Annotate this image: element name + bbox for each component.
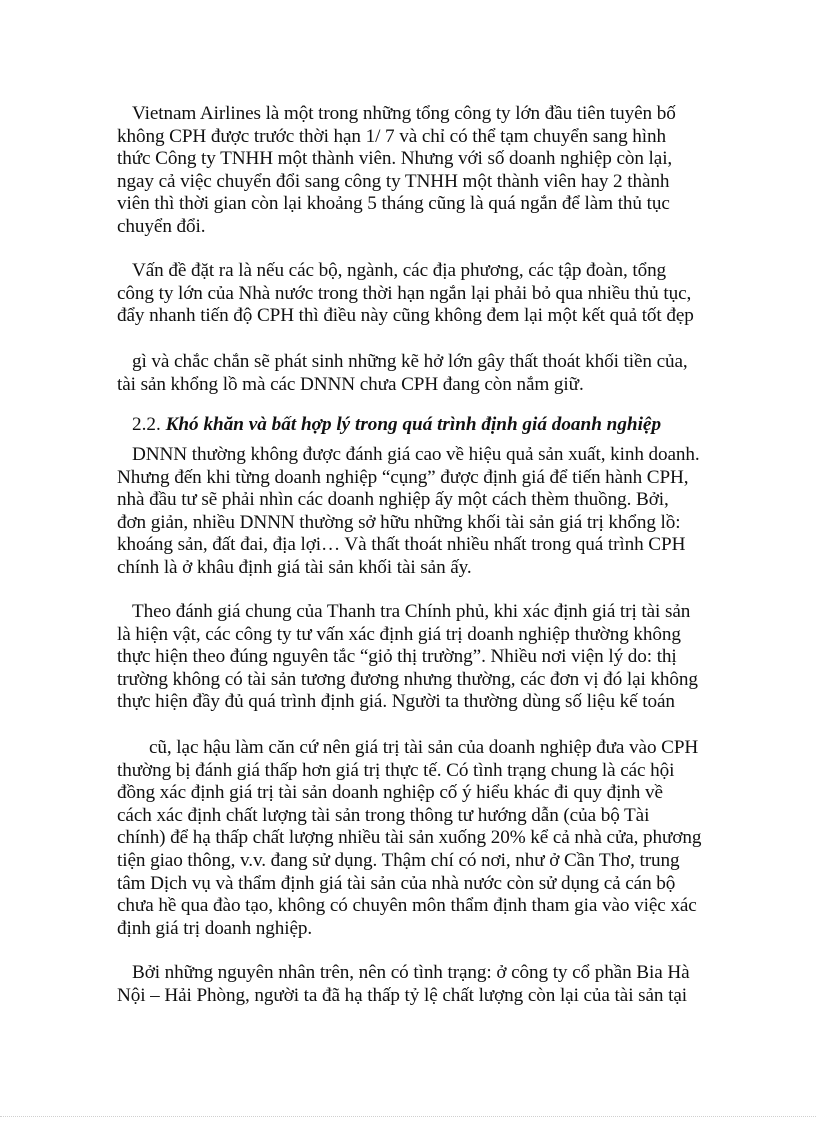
text-line: ngay cả việc chuyển đổi sang công ty TNHH một thành viên hay 2 thành [117,170,670,192]
text-line: chưa hề qua đào tạo, không có chuyên môn thẩm định tham gia vào việc xác [117,895,697,917]
text-line: chuyển đổi. [117,215,206,237]
text-line: là hiện vật, các công ty tư vấn xác định giá trị doanh nghiệp thường không [117,623,681,645]
text-line: chính là ở khâu định giá tài sản khối tài sản ấy. [117,556,472,578]
text-line: trường không có tài sản tương đương nhưng thường, các đơn vị đó lại không [117,668,698,690]
text-line: Nội – Hải Phòng, người ta đã hạ thấp tỷ lệ chất lượng còn lại của tài sản tại [117,984,687,1006]
text-line: Vietnam Airlines là một trong những tổng công ty lớn đầu tiên tuyên bố [132,103,676,124]
section-title: Khó khăn và bất hợp lý trong quá trình định giá doanh nghiệp [165,414,662,435]
paragraph-7 [117,962,690,1007]
text-line: thực hiện đầy đủ quá trình định giá. Người ta thường dùng số liệu kế toán [117,691,675,713]
text-line: cách xác định chất lượng tài sản trong thông tư hướng dẫn (của bộ Tài [117,804,650,826]
text-line: công ty lớn của Nhà nước trong thời hạn ngắn lại phải bỏ qua nhiều thủ tục, [117,282,692,304]
text-line: đẩy nhanh tiến độ CPH thì điều này cũng không đem lại một kết quả tốt đẹp [117,305,694,327]
page-bottom-divider [0,1116,816,1117]
text-line: viên thì thời gian còn lại khoảng 5 tháng cũng là quá ngắn để làm thủ tục [117,193,670,215]
text-line: tâm Dịch vụ và thẩm định giá tài sản của nhà nước còn sử dụng cả cán bộ [117,872,676,894]
text-line: thực hiện theo đúng nguyên tắc “giỏ thị trường”. Nhiều nơi viện lý do: thị [117,646,677,668]
paragraph-5 [117,601,698,714]
paragraph-2 [117,260,694,328]
text-line: thức Công ty TNHH một thành viên. Nhưng với số doanh nghiệp còn lại, [117,148,673,170]
text-line: khoáng sản, đất đai, địa lợi… Và thất thoát nhiều nhất trong quá trình CPH [117,534,686,556]
text-line: cũ, lạc hậu làm căn cứ nên giá trị tài sản của doanh nghiệp đưa vào CPH [149,737,699,758]
text-line: Vấn đề đặt ra là nếu các bộ, ngành, các địa phương, các tập đoàn, tổng [132,260,667,281]
paragraph-4 [117,444,700,580]
text-line: đơn giản, nhiều DNNN thường sở hữu những khối tài sản giá trị khổng lồ: [117,511,681,533]
text-line: không CPH được trước thời hạn 1/ 7 và chỉ có thể tạm chuyển sang hình [117,125,666,147]
text-line: DNNN thường không được đánh giá cao về hiệu quả sản xuất, kinh doanh. [132,444,700,465]
text-line: đồng xác định giá trị tài sản doanh nghiệp cố ý hiểu khác đi quy định về [117,782,663,804]
text-line: thường bị đánh giá thấp hơn giá trị thực tế. Có tình trạng chung là các hội [117,759,675,781]
text-line: tài sản khổng lồ mà các DNNN chưa CPH đang còn nắm giữ. [117,373,584,395]
text-line: nhà đầu tư sẽ phải nhìn các doanh nghiệp ấy một cách thèm thuồng. Bởi, [117,489,669,511]
section-number: 2.2. [132,414,161,435]
text-line: chính) để hạ thấp chất lượng nhiều tài sản xuống 20% kể cả nhà cửa, phương [117,827,702,849]
paragraph-6 [117,737,701,940]
text-line: gì và chắc chắn sẽ phát sinh những kẽ hở lớn gây thất thoát khối tiền của, [132,351,688,372]
section-heading [132,414,661,436]
text-line: Nhưng đến khi từng doanh nghiệp “cụng” được định giá để tiến hành CPH, [117,466,689,488]
text-line: Theo đánh giá chung của Thanh tra Chính phủ, khi xác định giá trị tài sản [132,601,691,622]
paragraph-1 [117,103,676,239]
paragraph-3 [117,351,688,396]
text-line: tiện giao thông, v.v. đang sử dụng. Thậm chí có nơi, như ở Cần Thơ, trung [117,849,680,871]
text-line: Bởi những nguyên nhân trên, nên có tình trạng: ở công ty cổ phần Bia Hà [132,962,690,983]
text-line: định giá trị doanh nghiệp. [117,917,313,939]
